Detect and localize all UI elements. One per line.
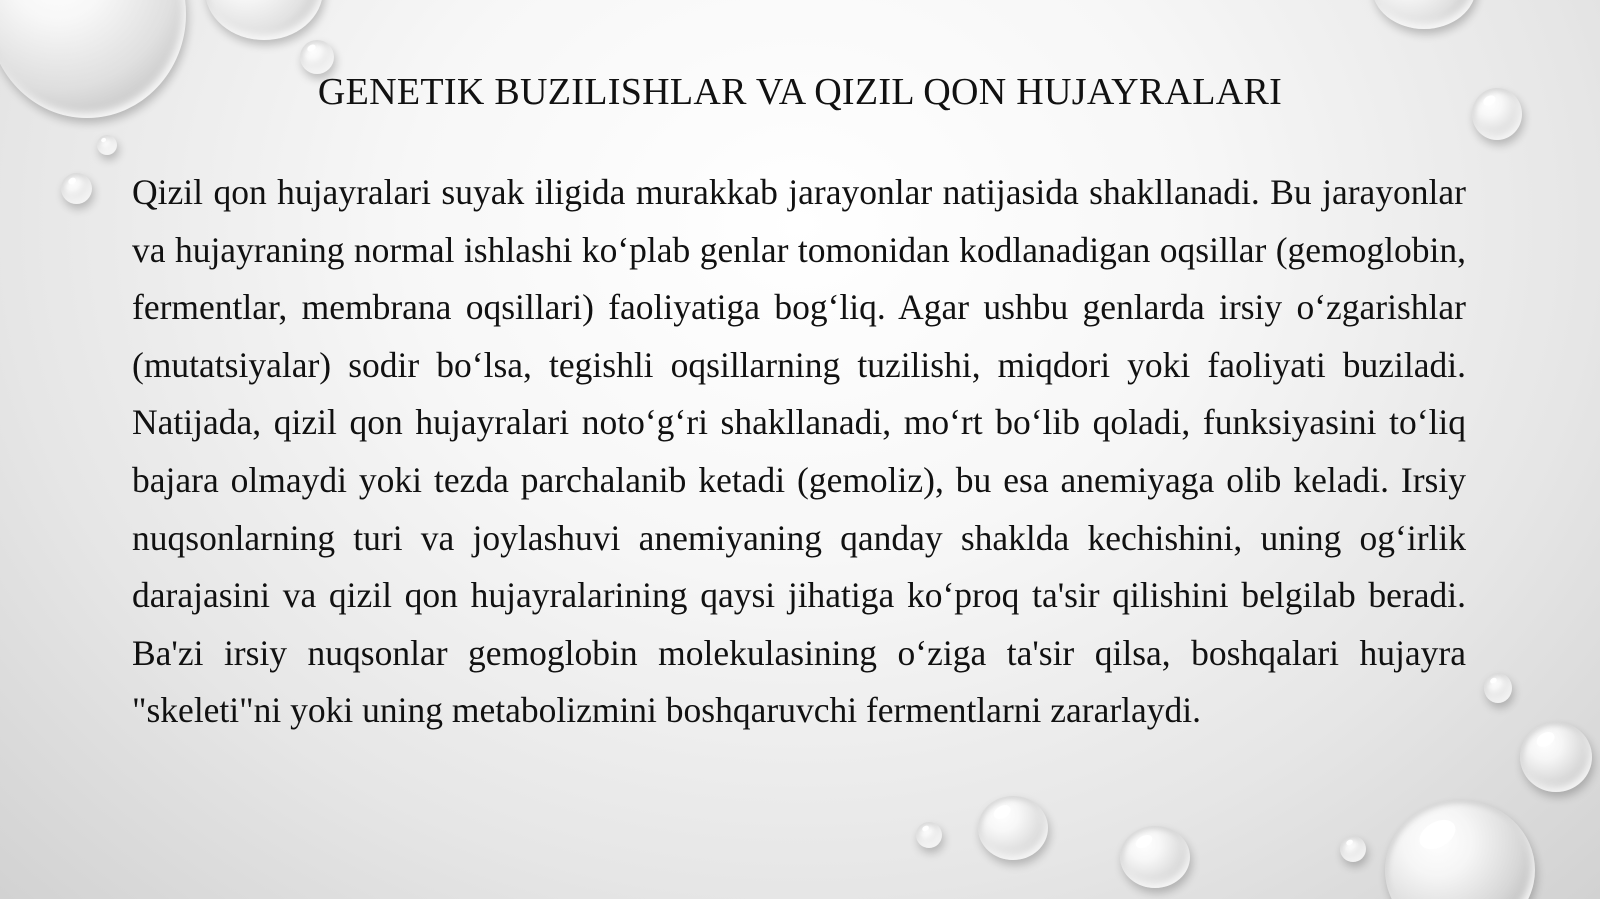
water-drop-bullet-icon <box>61 173 92 204</box>
water-drop-icon <box>1385 800 1535 899</box>
water-drop-icon <box>1340 836 1366 862</box>
water-drop-icon <box>978 796 1048 860</box>
water-drop-icon <box>1372 0 1476 29</box>
water-drop-icon <box>205 0 323 40</box>
water-drop-icon <box>300 40 334 74</box>
slide-body-paragraph: Qizil qon hujayralari suyak iligida murakkab jarayonlar natijasida shakllanadi. Bu jarayonlar va hujayraning normal ishlashi ko‘plab genlar tomonidan kodlanadigan oqsillar (gemoglobin, fermentlar, membrana oqsillari) faoliyatiga bog‘liq. Agar ushbu genlarda irsiy o‘zgarishlar (mutatsiyalar) sodir bo‘lsa, tegishli oqsillarning tuzilishi, miqdori yoki faoliyati buziladi. Natijada, qizil qon hujayralari noto‘g‘ri shakllanadi, mo‘rt bo‘lib qoladi, funksiyasini to‘liq bajara olmaydi yoki tezda parchalanib ketadi (gemoliz), bu esa anemiyaga olib keladi. Irsiy nuqsonlarning turi va joylashuvi anemiyaning qanday shaklda kechishini, uning og‘irlik darajasini va qizil qon hujayralarining qaysi jihatiga ko‘proq ta'sir qilishini belgilab beradi. Ba'zi irsiy nuqsonlar gemoglobin molekulasining o‘ziga ta'sir qilsa, boshqalari hujayra "skeleti"ni yoki uning metabolizmini boshqaruvchi fermentlarni zararlaydi. <box>132 172 1466 731</box>
water-drop-icon <box>916 822 942 848</box>
water-drop-icon <box>1484 673 1512 703</box>
water-drop-icon <box>1520 722 1592 792</box>
water-drop-icon <box>97 135 117 155</box>
water-drop-icon <box>1120 826 1190 888</box>
slide-title: GENETIK BUZILISHLAR VA QIZIL QON HUJAYRALARI <box>317 71 1283 113</box>
